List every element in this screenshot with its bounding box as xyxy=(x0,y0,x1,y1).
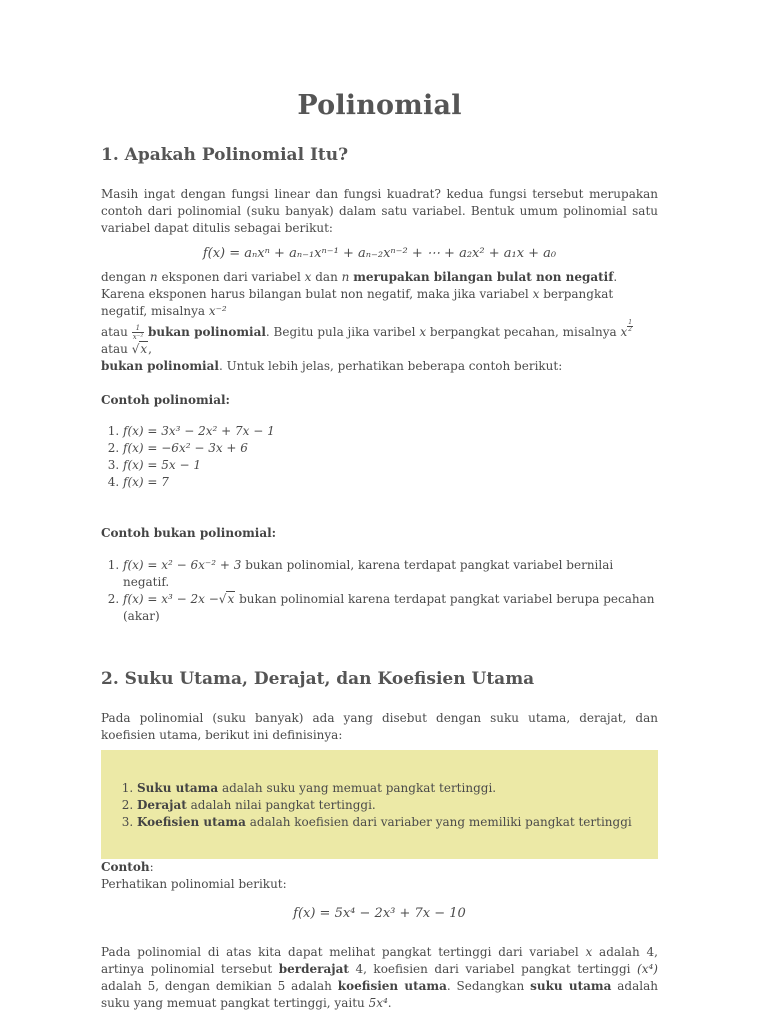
section-1-heading: 1. Apakah Polinomial Itu? xyxy=(101,145,349,165)
bold-text: bukan polinomial xyxy=(147,325,266,339)
exponent-numerator: 1 xyxy=(628,319,633,326)
text: . xyxy=(387,996,392,1010)
example-formula-math: f(x) = 5x⁴ − 2x³ + 7x − 10 xyxy=(293,906,466,921)
list-item xyxy=(123,474,658,491)
sqrt-x xyxy=(132,341,148,356)
radicand: x xyxy=(227,592,235,606)
base: x xyxy=(620,325,628,339)
list-item xyxy=(137,814,638,831)
explanation-paragraph xyxy=(101,944,658,1012)
radicand: x xyxy=(140,342,148,356)
math-5x4: 5x⁴ xyxy=(368,996,388,1010)
nonexample-text: bukan polinomial karena terdapat pangkat variabel berupa pecahan (akar) xyxy=(123,592,655,623)
nonexample-text: bukan polinomial, karena terdapat pangkat variabel bernilai negatif. xyxy=(123,558,614,589)
definition-term: Suku utama xyxy=(137,781,219,795)
text: atau xyxy=(101,325,128,339)
example-math: f(x) = 5x − 1 xyxy=(123,458,201,472)
text: . xyxy=(613,270,618,284)
text: adalah 5, dengan demikian 5 adalah xyxy=(101,979,332,993)
math-x: x xyxy=(419,325,427,339)
math-n: n xyxy=(149,270,158,284)
document-page xyxy=(101,86,658,1012)
text: dengan xyxy=(101,270,147,284)
text: , xyxy=(148,342,152,356)
section-2-heading: 2. Suku Utama, Derajat, dan Koefisien Utama xyxy=(101,669,535,689)
example-math: f(x) = 7 xyxy=(123,475,169,489)
text: berpangkat negatif, misalnya xyxy=(101,287,614,318)
text: berpangkat pecahan, misalnya xyxy=(429,325,617,339)
definition-text: adalah koefisien dari variaber yang memiliki pangkat tertinggi xyxy=(249,815,632,829)
text: Karena eksponen harus bilangan bulat non negatif, maka jika variabel xyxy=(101,287,529,301)
nonexamples-heading xyxy=(101,525,658,542)
math-n: n xyxy=(341,270,350,284)
bold-text: suku utama xyxy=(530,979,612,993)
sqrt-x xyxy=(219,591,235,606)
sqrt-sign: √ xyxy=(131,342,140,356)
definitions-list xyxy=(121,780,638,831)
fraction-denominator: x⁻² xyxy=(132,333,144,341)
example-intro: Perhatikan polinomial berikut: xyxy=(101,877,287,891)
math-x: x xyxy=(304,270,312,284)
example-label-text: Contoh xyxy=(101,860,150,874)
text: . Sedangkan xyxy=(446,979,525,993)
nonexamples-list xyxy=(101,557,658,625)
example-math: f(x) = 3x³ − 2x² + 7x − 1 xyxy=(123,424,275,438)
example-math: f(x) = −6x² − 3x + 6 xyxy=(123,441,248,455)
math-x-half xyxy=(620,319,634,339)
list-item xyxy=(137,797,638,814)
examples-heading-text: Contoh polinomial: xyxy=(101,393,230,407)
nonexample-math: f(x) = x² − 6x⁻² + 3 xyxy=(123,558,242,572)
math-x: x xyxy=(532,287,540,301)
bold-text: bukan polinomial xyxy=(101,359,219,373)
text: adalah 4, artinya polinomial tersebut xyxy=(101,945,658,976)
list-item xyxy=(123,423,658,440)
examples-heading xyxy=(101,392,658,409)
text: Pada polinomial di atas kita dapat melihat pangkat tertinggi dari variabel xyxy=(101,945,579,959)
definition-text: adalah suku yang memuat pangkat tertinggi. xyxy=(221,781,497,795)
nonexample-math: f(x) = x³ − 2x − xyxy=(123,592,219,606)
sqrt-sign: √ xyxy=(218,592,227,606)
bold-text: berderajat xyxy=(278,962,349,976)
exponent-denominator: 2 xyxy=(628,326,633,333)
list-item xyxy=(123,457,658,474)
bold-text: merupakan bilangan bulat non negatif xyxy=(353,270,614,284)
section-2-intro: Pada polinomial (suku banyak) ada yang disebut dengan suku utama, derajat, dan koefisien utama, berikut ini definisinya: xyxy=(101,711,658,742)
list-item xyxy=(123,557,658,591)
general-formula xyxy=(101,245,658,262)
definition-term: Derajat xyxy=(137,798,187,812)
section-1-intro: Masih ingat dengan fungsi linear dan fungsi kuadrat? kedua fungsi tersebut merupakan contoh dari polinomial (suku banyak) dalam satu variabel. Bentuk umum polinomial satu variabel dapat ditulis sebagai berikut: xyxy=(101,187,658,235)
list-item xyxy=(137,780,638,797)
text: . Begitu pula jika varibel xyxy=(265,325,416,339)
list-item xyxy=(123,591,658,625)
fraction-numerator: 1 xyxy=(132,324,144,333)
bold-text: koefisien utama xyxy=(337,979,447,993)
text: adalah suku yang memuat pangkat tertinggi, yaitu xyxy=(101,979,658,1010)
math-x: x xyxy=(585,945,593,959)
example-formula xyxy=(101,905,658,922)
examples-list xyxy=(101,423,658,491)
math-x4: (x⁴) xyxy=(637,962,658,976)
half-exponent xyxy=(627,320,633,333)
definition-term: Koefisien utama xyxy=(137,815,246,829)
general-formula-math: f(x) = aₙxⁿ + aₙ₋₁xⁿ⁻¹ + aₙ₋₂xⁿ⁻² + ⋯ + a₂x² + a₁x + a₀ xyxy=(202,246,557,261)
definition-paragraph xyxy=(101,269,658,375)
page-title: Polinomial xyxy=(297,90,462,121)
fraction-one-over-x-neg2 xyxy=(132,324,144,341)
text: dan xyxy=(315,270,338,284)
text: . Untuk lebih jelas, perhatikan beberapa contoh berikut: xyxy=(218,359,563,373)
text: 4, koefisien dari variabel pangkat tertinggi xyxy=(355,962,631,976)
nonexamples-heading-text: Contoh bukan polinomial: xyxy=(101,526,277,540)
text: eksponen dari variabel xyxy=(161,270,301,284)
definitions-box xyxy=(101,750,658,859)
text: atau xyxy=(101,342,128,356)
definition-text: adalah nilai pangkat tertinggi. xyxy=(190,798,376,812)
math-x-neg2: x⁻² xyxy=(208,304,227,318)
example-label xyxy=(101,859,658,876)
list-item xyxy=(123,440,658,457)
text: : xyxy=(149,860,154,874)
